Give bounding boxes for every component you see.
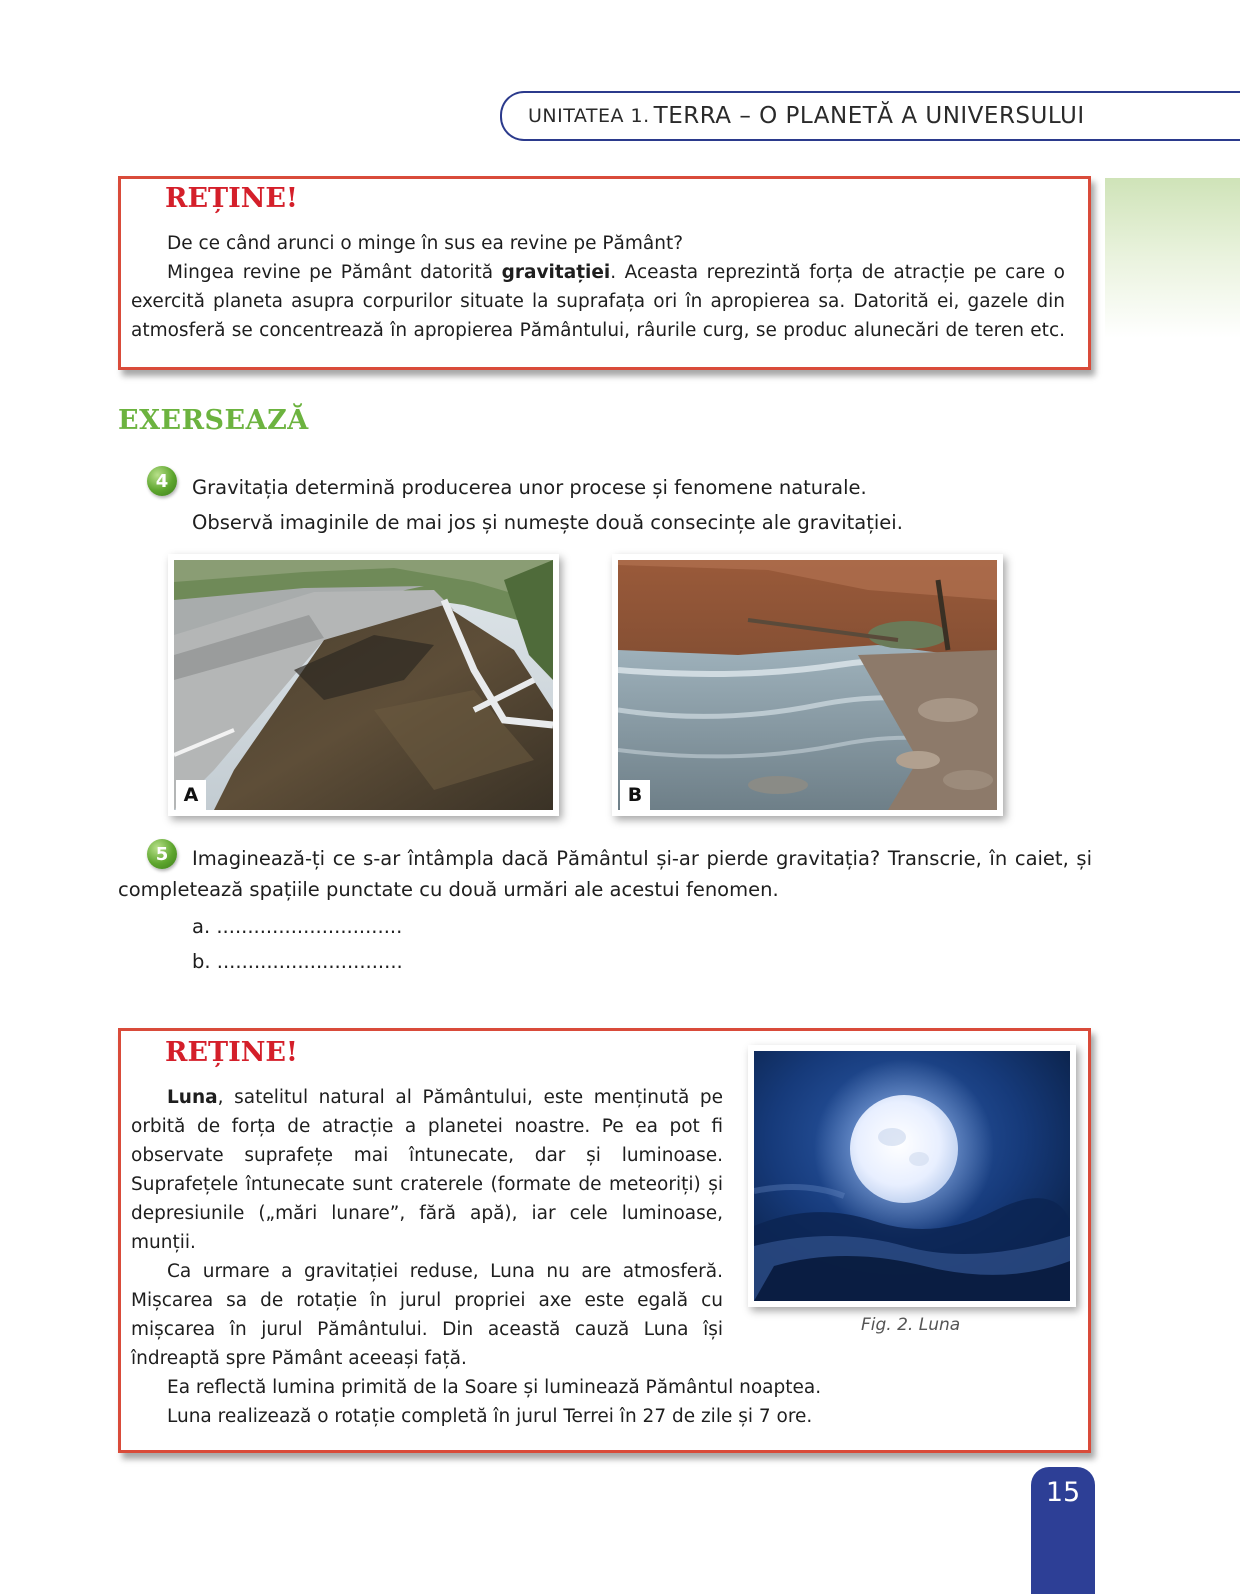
exercise-4-line1: Gravitația determină producerea unor procese și fenomene naturale.	[192, 476, 867, 499]
moon-paragraph-1: Luna, satelitul natural al Pământului, este menținută pe orbită de forța de atracție a planetei noastre. Pe ea pot fi observate suprafețe mai întunecate, dar și luminoase. Suprafețele întunecate sunt craterele (formate de meteoriți) și depresiunile („mări lunare”, fără apă), iar cele luminoase, munții.	[131, 1087, 723, 1253]
landslide-image	[174, 560, 553, 810]
retine-gravity-text	[131, 229, 1065, 345]
photo-a-label: A	[176, 780, 206, 810]
exercise-number-badge: 5	[147, 839, 177, 869]
retine-title: REȚINE!	[165, 1037, 298, 1068]
retine-moon-text-bottom	[131, 1373, 1071, 1431]
side-decoration	[1105, 178, 1240, 338]
retine-question: De ce când arunci o minge în sus ea revine pe Pământ?	[167, 233, 684, 254]
moon-paragraph-2: Ca urmare a gravitației reduse, Luna nu are atmosferă. Mișcarea sa de rotație în jurul propriei axe este egală cu mișcarea în jurul Pământului. Din această cauză Luna își îndreaptă spre Pământ aceeași față.	[131, 1261, 723, 1369]
retine-title: REȚINE!	[165, 183, 298, 214]
answer-line-a: a. ..............................	[192, 915, 403, 938]
river-image	[618, 560, 997, 810]
exercise-number-badge: 4	[147, 466, 177, 496]
unit-header	[500, 91, 1240, 141]
keyword-luna: Luna	[167, 1087, 218, 1108]
moon-photo	[748, 1045, 1076, 1307]
exercise-4-text	[192, 470, 1092, 540]
retine-moon-text	[131, 1083, 723, 1373]
moon-paragraph-4: Luna realizează o rotație completă în jurul Terrei în 27 de zile și 7 ore.	[167, 1406, 813, 1427]
exercise-5-text: Imaginează-ți ce s-ar întâmpla dacă Pământul și-ar pierde gravitația? Transcrie, în caiet, și completează spațiile punctate cu două urmări ale acestui fenomen.	[118, 847, 1092, 901]
retine-box-gravity	[118, 176, 1091, 370]
photo-a-landslide	[168, 554, 559, 816]
exercise-4-line2: Observă imaginile de mai jos și numește două consecințe ale gravitației.	[192, 511, 903, 534]
answer-line-b: b. ..............................	[192, 950, 403, 973]
keyword-gravitatie: gravitației	[501, 262, 611, 283]
unit-prefix: UNITATEA 1.	[528, 105, 650, 127]
retine-answer: Mingea revine pe Pământ datorită gravitației. Aceasta reprezintă forța de atracție pe care o exercită planeta asupra corpurilor situate la suprafața ori în apropierea sa. Datorită ei, gazele din atmosferă se concentrează în apropierea Pământului, râurile curg, se produc alunecări de teren etc.	[131, 262, 1065, 341]
unit-title: TERRA – O PLANETĂ A UNIVERSULUI	[653, 103, 1085, 129]
moon-image	[754, 1051, 1070, 1301]
retine-box-moon	[118, 1028, 1091, 1453]
photo-b-river	[612, 554, 1003, 816]
section-title-exerseaza: EXERSEAZĂ	[118, 405, 309, 436]
page-number: 15	[1031, 1467, 1095, 1594]
photo-b-label: B	[620, 780, 650, 810]
moon-paragraph-3: Ea reflectă lumina primită de la Soare și luminează Pământul noaptea.	[167, 1377, 822, 1398]
figure-caption: Fig. 2. Luna	[861, 1315, 961, 1335]
